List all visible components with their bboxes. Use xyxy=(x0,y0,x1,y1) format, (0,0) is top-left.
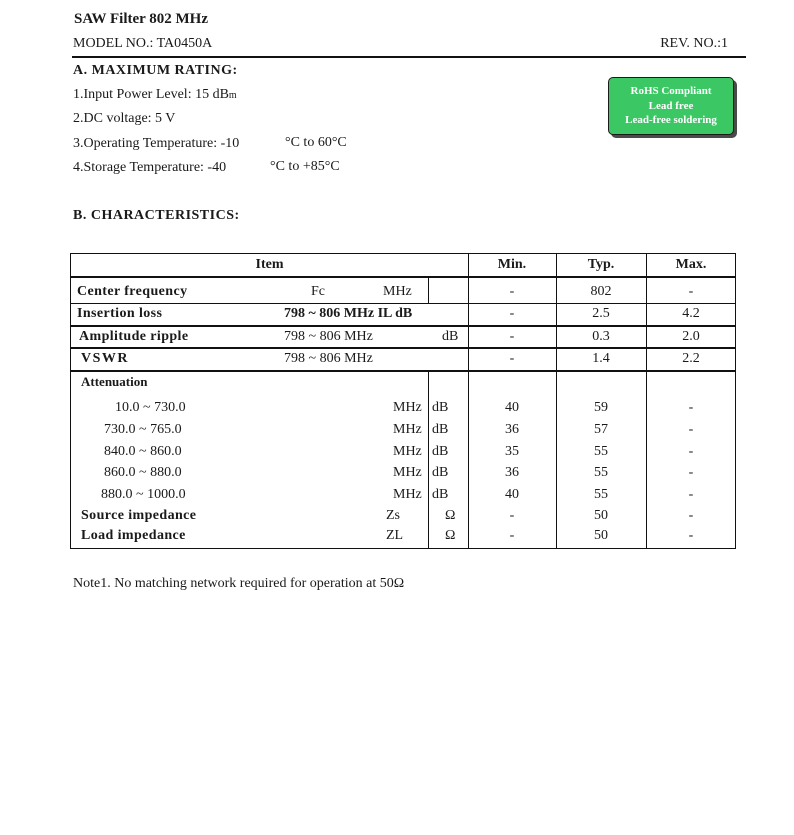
col-header-max: Max. xyxy=(675,257,707,272)
model-number: MODEL NO.: TA0450A xyxy=(73,36,213,51)
note-1: Note1. No matching network required for operation at 50Ω xyxy=(73,576,405,591)
rating-input-power xyxy=(73,87,237,103)
attenuation-unit-mhz: MHz xyxy=(393,465,422,480)
col-header-typ: Typ. xyxy=(587,257,615,272)
row-divider-3 xyxy=(71,347,735,349)
attenuation-min: 35 xyxy=(505,444,519,459)
attenuation-unit-mhz: MHz xyxy=(393,400,422,415)
attenuation-min: 40 xyxy=(505,400,519,415)
col-header-item: Item xyxy=(255,257,284,272)
amplitude-ripple-min: - xyxy=(509,329,515,344)
vswr-min: - xyxy=(509,351,515,366)
insertion-loss-condition: 798 ~ 806 MHz IL dB xyxy=(284,306,413,321)
rating-operating-temperature-label: 3.Operating Temperature: -10 xyxy=(73,136,240,151)
vswr-label: VSWR xyxy=(81,351,130,366)
attenuation-min: 36 xyxy=(505,465,519,480)
attenuation-unit-db: dB xyxy=(432,444,449,459)
badge-line-rohs: RoHS Compliant xyxy=(630,85,712,97)
attenuation-range: 840.0 ~ 860.0 xyxy=(104,444,182,459)
load-impedance-symbol: ZL xyxy=(386,528,404,543)
amplitude-ripple-typ: 0.3 xyxy=(592,329,610,344)
section-b-heading: B. CHARACTERISTICS: xyxy=(73,208,240,223)
amplitude-ripple-max: 2.0 xyxy=(682,329,700,344)
attenuation-max: - xyxy=(688,487,694,502)
attenuation-max: - xyxy=(688,465,694,480)
attenuation-typ: 55 xyxy=(594,444,608,459)
unit-divider-2 xyxy=(428,371,429,548)
revision-number: REV. NO.:1 xyxy=(660,36,728,51)
characteristics-table xyxy=(70,253,736,549)
badge-line-lead-free: Lead free xyxy=(648,99,694,112)
insertion-loss-label: Insertion loss xyxy=(77,306,163,321)
attenuation-unit-db: dB xyxy=(432,422,449,437)
attenuation-max: - xyxy=(688,422,694,437)
load-impedance-max: - xyxy=(688,528,694,543)
amplitude-ripple-label: Amplitude ripple xyxy=(79,329,189,344)
badge-line-lead-free-soldering: Lead-free soldering xyxy=(625,114,717,126)
attenuation-min: 40 xyxy=(505,487,519,502)
insertion-loss-max: 4.2 xyxy=(682,306,700,321)
attenuation-max: - xyxy=(688,400,694,415)
attenuation-unit-db: dB xyxy=(432,487,449,502)
vswr-max: 2.2 xyxy=(682,351,700,366)
amplitude-ripple-condition: 798 ~ 806 MHz xyxy=(284,329,373,344)
input-power-label: 1.Input Power Level: 15 dB xyxy=(73,87,229,102)
center-frequency-label: Center frequency xyxy=(77,284,188,299)
rating-storage-temperature-range: °C to +85°C xyxy=(270,159,340,174)
center-frequency-unit: MHz xyxy=(383,284,412,299)
attenuation-unit-db: dB xyxy=(432,400,449,415)
attenuation-range: 880.0 ~ 1000.0 xyxy=(101,487,186,502)
load-impedance-min: - xyxy=(509,528,515,543)
center-frequency-min: - xyxy=(509,284,515,299)
insertion-loss-typ: 2.5 xyxy=(592,306,610,321)
source-impedance-symbol: Zs xyxy=(386,508,400,523)
attenuation-range: 860.0 ~ 880.0 xyxy=(104,465,182,480)
attenuation-unit-mhz: MHz xyxy=(393,422,422,437)
col-header-min: Min. xyxy=(497,257,527,272)
attenuation-unit-mhz: MHz xyxy=(393,444,422,459)
vswr-typ: 1.4 xyxy=(592,351,610,366)
header-divider xyxy=(71,276,735,278)
source-impedance-typ: 50 xyxy=(594,508,608,523)
center-frequency-symbol: Fc xyxy=(311,284,325,299)
attenuation-typ: 57 xyxy=(594,422,608,437)
input-power-unit-subscript: m xyxy=(228,90,237,101)
header-rule xyxy=(72,56,746,58)
attenuation-typ: 55 xyxy=(594,487,608,502)
attenuation-typ: 59 xyxy=(594,400,608,415)
rating-storage-temperature-label: 4.Storage Temperature: -40 xyxy=(73,160,227,175)
vswr-condition: 798 ~ 806 MHz xyxy=(284,351,373,366)
source-impedance-max: - xyxy=(688,508,694,523)
load-impedance-unit: Ω xyxy=(445,528,456,543)
source-impedance-label: Source impedance xyxy=(81,508,197,523)
load-impedance-typ: 50 xyxy=(594,528,608,543)
center-frequency-typ: 802 xyxy=(590,284,612,299)
attenuation-range: 10.0 ~ 730.0 xyxy=(115,400,186,415)
document-title: SAW Filter 802 MHz xyxy=(74,11,209,27)
load-impedance-label: Load impedance xyxy=(81,528,186,543)
row-divider-4 xyxy=(71,370,735,372)
attenuation-unit-mhz: MHz xyxy=(393,487,422,502)
amplitude-ripple-unit: dB xyxy=(442,329,459,344)
row-divider-2 xyxy=(71,325,735,327)
attenuation-max: - xyxy=(688,444,694,459)
attenuation-typ: 55 xyxy=(594,465,608,480)
unit-divider-1 xyxy=(428,276,429,304)
rating-operating-temperature-range: °C to 60°C xyxy=(285,135,347,150)
center-frequency-max: - xyxy=(688,284,694,299)
rating-dc-voltage: 2.DC voltage: 5 V xyxy=(73,111,176,126)
attenuation-min: 36 xyxy=(505,422,519,437)
row-divider-1 xyxy=(71,303,735,304)
insertion-loss-min: - xyxy=(509,306,515,321)
rohs-badge xyxy=(608,77,734,135)
source-impedance-min: - xyxy=(509,508,515,523)
attenuation-range: 730.0 ~ 765.0 xyxy=(104,422,182,437)
source-impedance-unit: Ω xyxy=(445,508,456,523)
attenuation-label: Attenuation xyxy=(81,374,148,389)
section-a-heading: A. MAXIMUM RATING: xyxy=(73,63,238,78)
attenuation-unit-db: dB xyxy=(432,465,449,480)
